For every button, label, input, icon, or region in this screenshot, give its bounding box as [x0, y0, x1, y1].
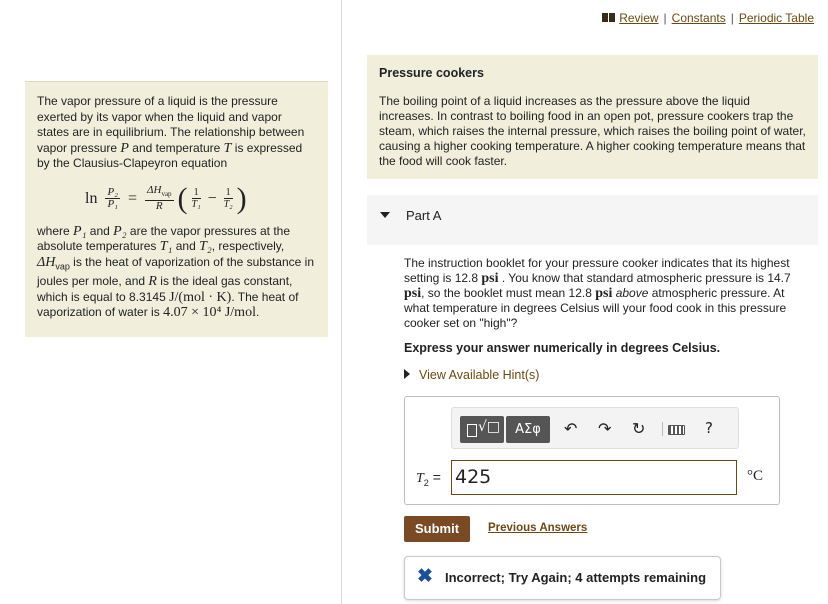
feedback-message: Incorrect; Try Again; 4 attempts remaining — [445, 570, 707, 585]
answer-input[interactable]: 425 — [451, 460, 737, 495]
intro-definitions: where P₁ and P₂ are the vapor pressures at the absolute temperatures T₁ and T₂, respectively, $\Delta H_{vap}$ is the heat of vaporization of the substance in joules per mole, and R is the ideal gas constant, which is equal to 8.3145 J/(mol · K). The heat of vaporization of water is 4.07 × 10⁴ J/mol. — [37, 223, 314, 321]
symbols-button[interactable]: AΣφ — [506, 416, 550, 443]
collapse-arrow-icon — [380, 212, 390, 218]
pressure-cookers-panel — [367, 55, 818, 179]
answer-box — [404, 396, 780, 505]
context-heading: Pressure cookers — [379, 66, 484, 80]
review-link[interactable]: Review — [619, 11, 659, 25]
math-toolbar — [451, 407, 739, 449]
answer-instruction: Express your answer numerically in degrees Celsius. — [404, 341, 721, 355]
book-icon — [602, 13, 615, 22]
undo-icon[interactable]: ↶ — [564, 419, 578, 438]
previous-answers-link[interactable]: Previous Answers — [488, 522, 588, 534]
periodic-table-link[interactable]: Periodic Table — [738, 11, 814, 25]
submit-button[interactable]: Submit — [404, 516, 470, 542]
question-text: The instruction booklet for your pressure cooker indicates that its highest setting is 12.8 psi . You know that standard atmospheric pressure is 14.7 psi, so the booklet must mean 12.8 psi above atmospheric pressure. At what temperature in degrees Celsius will your food cook in this pressure cooker set on "high"? — [404, 256, 791, 330]
feedback-box — [404, 556, 721, 600]
keyboard-icon[interactable] — [668, 425, 685, 435]
redo-icon[interactable]: ↷ — [598, 419, 612, 438]
incorrect-icon: ✖ — [417, 566, 433, 587]
reset-icon[interactable]: ↻ — [632, 419, 646, 438]
intro-panel — [25, 81, 328, 337]
expand-arrow-icon — [404, 369, 410, 379]
sqrt-icon: √□ — [478, 419, 501, 435]
clausius-clapeyron-equation: ln $\frac{\text{P₂}}{\text{P₁}}$ = $\frac{\Delta H_{vap}}{R}$ ( $\frac{1}{\text{T₁}}$ − $\frac{1}{\text{T₂}}$ ) — [85, 181, 247, 215]
intro-text: The vapor pressure of a liquid is the pressure exerted by its vapor when the liquid and vapor states are in equilibrium. The relationship between vapor pressure P and temperature T is expressed by the Clausius-Clapeyron equation — [37, 94, 305, 170]
help-icon[interactable]: ? — [705, 419, 713, 437]
answer-unit: °C — [747, 468, 764, 484]
column-divider — [341, 0, 342, 604]
hint-toggle[interactable]: View Available Hint(s) — [404, 368, 539, 382]
resource-links: Review | Constants | Periodic Table — [602, 11, 814, 25]
templates-button[interactable] — [460, 416, 504, 443]
part-a-label: Part A — [406, 208, 442, 223]
constants-link[interactable]: Constants — [671, 11, 726, 25]
square-icon — [467, 424, 477, 437]
answer-variable-label: $T_2$ = — [416, 469, 441, 488]
toolbar-separator — [662, 422, 663, 436]
context-body: The boiling point of a liquid increases as the pressure above the liquid increases. In contrast to boiling food in an open pot, pressure cookers trap the steam, which raises the internal pressure, which raises the boiling point of water, causing a higher cooking temperature. A higher cooking temperature means that the food will cook faster. — [379, 94, 806, 168]
part-a-header[interactable] — [367, 195, 818, 245]
